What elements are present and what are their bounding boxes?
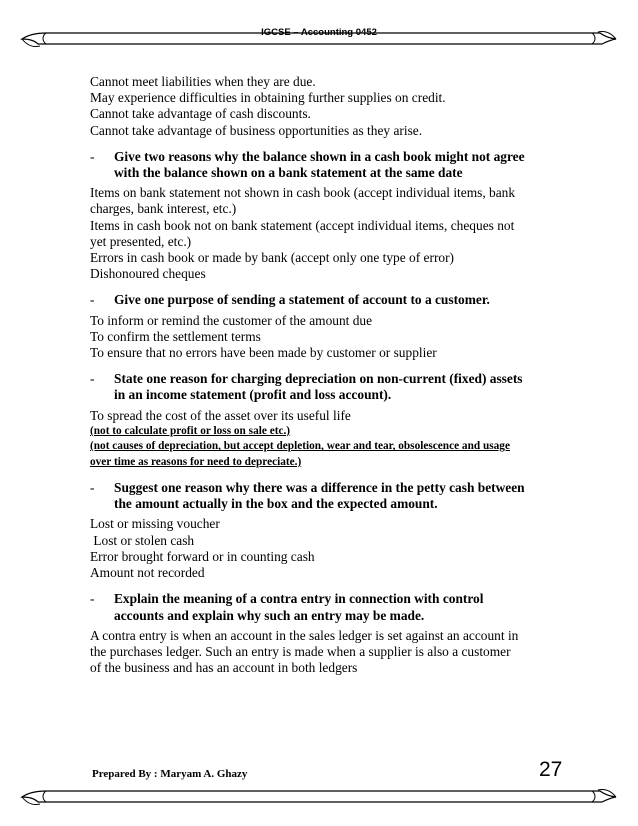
answer-line: Items on bank statement not shown in cash book (accept individual items, bank — [90, 185, 516, 201]
answer-line: May experience difficulties in obtaining further supplies on credit. — [90, 90, 446, 106]
question-block — [90, 149, 570, 283]
question-block — [90, 371, 570, 470]
question-marker: - — [90, 292, 95, 308]
question-line: with the balance shown on a bank statement at the same date — [114, 165, 463, 181]
question — [90, 371, 570, 403]
question-line: State one reason for charging depreciation on non-current (fixed) assets — [114, 371, 523, 387]
question-marker: - — [90, 591, 95, 607]
answer-line: Items in cash book not on bank statement (accept individual items, cheques not — [90, 217, 515, 233]
answer-line: Cannot take advantage of business opportunities as they arise. — [90, 122, 423, 138]
question-block — [90, 292, 570, 361]
answer-line: of the business and has an account in both ledgers — [90, 660, 358, 676]
question-text — [114, 371, 570, 403]
scroll-banner-icon — [18, 782, 620, 812]
answer-line: Dishonoured cheques — [90, 266, 206, 282]
answer-line: To ensure that no errors have been made by customer or supplier — [90, 345, 437, 361]
question-line: Give two reasons why the balance shown in a cash book might not agree — [114, 148, 525, 164]
question-text — [114, 480, 570, 512]
question-marker: - — [90, 148, 95, 164]
header-banner — [18, 24, 620, 54]
marking-note: over time as reasons for need to depreciate.) — [90, 455, 302, 468]
question-text — [114, 591, 570, 623]
answer-line: the purchases ledger. Such an entry is made when a supplier is also a customer — [90, 643, 511, 659]
question-line: the amount actually in the box and the expected amount. — [114, 496, 438, 512]
page-number: 27 — [539, 758, 563, 781]
answer-line: Error brought forward or in counting cash — [90, 548, 315, 564]
answer-line: Cannot meet liabilities when they are due. — [90, 74, 316, 89]
marking-note: (not to calculate profit or loss on sale etc.) — [90, 424, 291, 437]
question — [90, 292, 570, 308]
footer-banner — [18, 782, 620, 812]
question-text — [114, 149, 570, 181]
answer-line: To inform or remind the customer of the amount due — [90, 312, 373, 328]
question-block — [90, 480, 570, 581]
question-line: accounts and explain why such an entry may be made. — [114, 607, 425, 623]
answer-line: To confirm the settlement terms — [90, 328, 261, 344]
answer-line: Lost or stolen cash — [90, 532, 195, 548]
question-sections — [90, 149, 570, 677]
answer-line: charges, bank interest, etc.) — [90, 201, 237, 217]
question-marker: - — [90, 371, 95, 387]
header-title: IGCSE – Accounting 0452 — [261, 27, 377, 38]
question-line: in an income statement (profit and loss account). — [114, 387, 392, 403]
marking-note: (not causes of depreciation, but accept depletion, wear and tear, obsolescence and usage — [90, 440, 510, 453]
question-marker: - — [90, 480, 95, 496]
answer-line: A contra entry is when an account in the sales ledger is set against an account in — [90, 627, 519, 643]
question — [90, 591, 570, 623]
main-content — [90, 74, 570, 676]
answer-line: yet presented, etc.) — [90, 233, 192, 249]
answer-line: Amount not recorded — [90, 565, 205, 581]
question-line: Explain the meaning of a contra entry in connection with control — [114, 591, 484, 607]
question-block — [90, 591, 570, 676]
question-text — [114, 292, 570, 308]
question — [90, 149, 570, 181]
answer-line: Errors in cash book or made by bank (accept only one type of error) — [90, 250, 455, 266]
question-line: Give one purpose of sending a statement of account to a customer. — [114, 292, 490, 308]
prepared-by: Prepared By : Maryam A. Ghazy — [92, 768, 248, 780]
intro-lines — [90, 74, 570, 139]
answer-line: Cannot take advantage of cash discounts. — [90, 106, 311, 122]
answer-line: To spread the cost of the asset over its useful life — [90, 407, 351, 423]
answer-line: Lost or missing voucher — [90, 516, 220, 532]
question-line: Suggest one reason why there was a difference in the petty cash between — [114, 480, 525, 496]
question — [90, 480, 570, 512]
